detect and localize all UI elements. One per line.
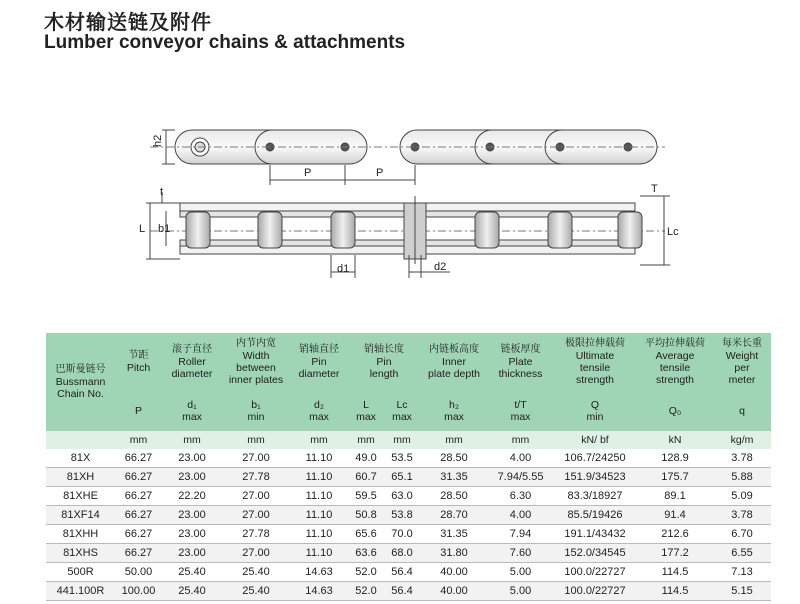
table-cell: 27.78 (222, 468, 290, 487)
table-row (46, 506, 771, 525)
table-cell: 5.88 (713, 468, 771, 487)
table-cell: 6.55 (713, 544, 771, 563)
table-cell: 66.27 (115, 468, 162, 487)
table-cell: 31.80 (420, 544, 488, 563)
table-cell: 27.00 (222, 487, 290, 506)
table-cell: 85.5/19426 (553, 506, 637, 525)
table-cell: 65.1 (384, 468, 420, 487)
label-d2: d2 (434, 261, 447, 273)
table-cell: 70.0 (384, 525, 420, 544)
label-Lc: Lc (667, 226, 679, 238)
table-cell: 27.00 (222, 449, 290, 468)
table-cell: 25.40 (162, 582, 222, 601)
chain-number-cell: 81XHS (46, 544, 115, 563)
table-cell: 23.00 (162, 544, 222, 563)
table-cell: 6.70 (713, 525, 771, 544)
header-plate-depth: 内链板高度 Inner plate depth (428, 344, 480, 380)
table-cell: 11.10 (290, 487, 348, 506)
specification-table (46, 333, 771, 601)
table-cell: 28.70 (420, 506, 488, 525)
table-cell: 53.8 (384, 506, 420, 525)
table-cell: 63.6 (348, 544, 384, 563)
table-cell: 49.0 (348, 449, 384, 468)
header-ultimate-strength: 极限拉伸载荷 Ultimate tensile strength (565, 338, 625, 386)
table-cell: 23.00 (162, 449, 222, 468)
header-average-strength: 平均拉伸载荷 Average tensile strength (645, 338, 705, 386)
table-cell: 100.0/22727 (553, 563, 637, 582)
table-cell: 7.94/5.55 (488, 468, 553, 487)
table-cell: 50.8 (348, 506, 384, 525)
table-cell: 83.3/18927 (553, 487, 637, 506)
table-cell: 3.78 (713, 506, 771, 525)
table-cell: 28.50 (420, 487, 488, 506)
header-pin-diameter: 销轴直径 Pin diameter (298, 344, 340, 380)
table-cell: 100.0/22727 (553, 582, 637, 601)
table-row (46, 582, 771, 601)
table-cell: 151.9/34523 (553, 468, 637, 487)
table-cell: 40.00 (420, 563, 488, 582)
table-cell: 7.94 (488, 525, 553, 544)
chain-number-cell: 81XHE (46, 487, 115, 506)
table-cell: 7.13 (713, 563, 771, 582)
roller-1 (186, 212, 210, 248)
chain-number-cell: 81XF14 (46, 506, 115, 525)
table-cell: 5.00 (488, 563, 553, 582)
chain-number-cell: 81X (46, 449, 115, 468)
table-cell: 31.35 (420, 525, 488, 544)
table-cell: 23.00 (162, 506, 222, 525)
table-cell: 53.5 (384, 449, 420, 468)
table-cell: 89.1 (637, 487, 713, 506)
table-cell: 5.00 (488, 582, 553, 601)
chain-number-cell: 441.100R (46, 582, 115, 601)
header-pitch: 节距 Pitch (126, 350, 151, 374)
table-cell: 7.60 (488, 544, 553, 563)
table-cell: 28.50 (420, 449, 488, 468)
roller-4 (475, 212, 499, 248)
table-cell: 27.78 (222, 525, 290, 544)
header-plate-thickness: 链板厚度 Plate thickness (498, 344, 543, 380)
table-cell: 177.2 (637, 544, 713, 563)
table-row (46, 487, 771, 506)
header-chain-no: 巴斯曼链号 Bussmann Chain No. (55, 364, 106, 400)
label-h2: h2 (152, 134, 164, 147)
table-cell: 27.00 (222, 544, 290, 563)
label-b1: b1 (158, 223, 171, 235)
table-cell: 114.5 (637, 582, 713, 601)
header-width-inner: 内节内宽 Width between inner plates (228, 338, 284, 386)
table-cell: 68.0 (384, 544, 420, 563)
header-weight: 每米长重 Weight per meter (722, 338, 762, 386)
table-cell: 40.00 (420, 582, 488, 601)
table-cell: 14.63 (290, 563, 348, 582)
table-cell: 191.1/43432 (553, 525, 637, 544)
table-cell: 66.27 (115, 487, 162, 506)
label-d1: d1 (337, 263, 350, 275)
table-row (46, 563, 771, 582)
header-roller-diameter: 滚子直径 Roller diameter (171, 344, 213, 380)
table-cell: 65.6 (348, 525, 384, 544)
table-cell: 59.5 (348, 487, 384, 506)
table-cell: 25.40 (222, 582, 290, 601)
label-t: t (160, 186, 164, 198)
table-cell: 3.78 (713, 449, 771, 468)
roller-5 (548, 212, 572, 248)
table-cell: 50.00 (115, 563, 162, 582)
table-cell: 212.6 (637, 525, 713, 544)
header-symbols-row: P d₁ max b₁ min d₂ max L max Lc max h₂ max t/T max Q min Q₀ q (46, 391, 771, 431)
table-cell: 11.10 (290, 468, 348, 487)
label-pitch-2: P (376, 167, 384, 179)
table-row (46, 544, 771, 563)
table-cell: 22.20 (162, 487, 222, 506)
table-cell: 5.15 (713, 582, 771, 601)
table-cell: 66.27 (115, 506, 162, 525)
table-cell: 27.00 (222, 506, 290, 525)
table-cell: 25.40 (162, 563, 222, 582)
table-cell: 56.4 (384, 582, 420, 601)
table-cell: 4.00 (488, 449, 553, 468)
header-names-row (46, 333, 771, 391)
table-cell: 6.30 (488, 487, 553, 506)
page-title-english: Lumber conveyor chains & attachments (44, 32, 406, 53)
table-cell: 52.0 (348, 563, 384, 582)
table-cell: 100.00 (115, 582, 162, 601)
table-cell: 14.63 (290, 582, 348, 601)
page-title-chinese: 木材输送链及附件 (44, 10, 212, 34)
table-cell: 31.35 (420, 468, 488, 487)
chain-number-cell: 81XH (46, 468, 115, 487)
table-cell: 91.4 (637, 506, 713, 525)
table-cell: 56.4 (384, 563, 420, 582)
roller-3 (331, 212, 355, 248)
table-cell: 66.27 (115, 525, 162, 544)
table-row (46, 449, 771, 468)
table-cell: 11.10 (290, 506, 348, 525)
table-cell: 11.10 (290, 525, 348, 544)
table-cell: 60.7 (348, 468, 384, 487)
table-cell: 175.7 (637, 468, 713, 487)
label-T: T (651, 183, 658, 195)
table-cell: 23.00 (162, 468, 222, 487)
table-cell: 23.00 (162, 525, 222, 544)
table-row (46, 468, 771, 487)
table-cell: 25.40 (222, 563, 290, 582)
label-L: L (139, 223, 146, 235)
table-cell: 128.9 (637, 449, 713, 468)
label-pitch-1: P (304, 167, 312, 179)
table-cell: 52.0 (348, 582, 384, 601)
table-cell: 152.0/34545 (553, 544, 637, 563)
header-pin-length: 销轴长度 Pin length (364, 344, 404, 380)
table-cell: 106.7/24250 (553, 449, 637, 468)
table-cell: 66.27 (115, 544, 162, 563)
roller-2 (258, 212, 282, 248)
chain-number-cell: 81XHH (46, 525, 115, 544)
table-cell: 114.5 (637, 563, 713, 582)
table-row (46, 525, 771, 544)
roller-6 (618, 212, 642, 248)
table-cell: 63.0 (384, 487, 420, 506)
table-cell: 11.10 (290, 544, 348, 563)
units-row: mm mm mm mm mm mm mm mm kN/ bf kN kg/m (46, 431, 771, 449)
table-cell: 66.27 (115, 449, 162, 468)
table-cell: 11.10 (290, 449, 348, 468)
chain-number-cell: 500R (46, 563, 115, 582)
table-cell: 4.00 (488, 506, 553, 525)
table-cell: 5.09 (713, 487, 771, 506)
